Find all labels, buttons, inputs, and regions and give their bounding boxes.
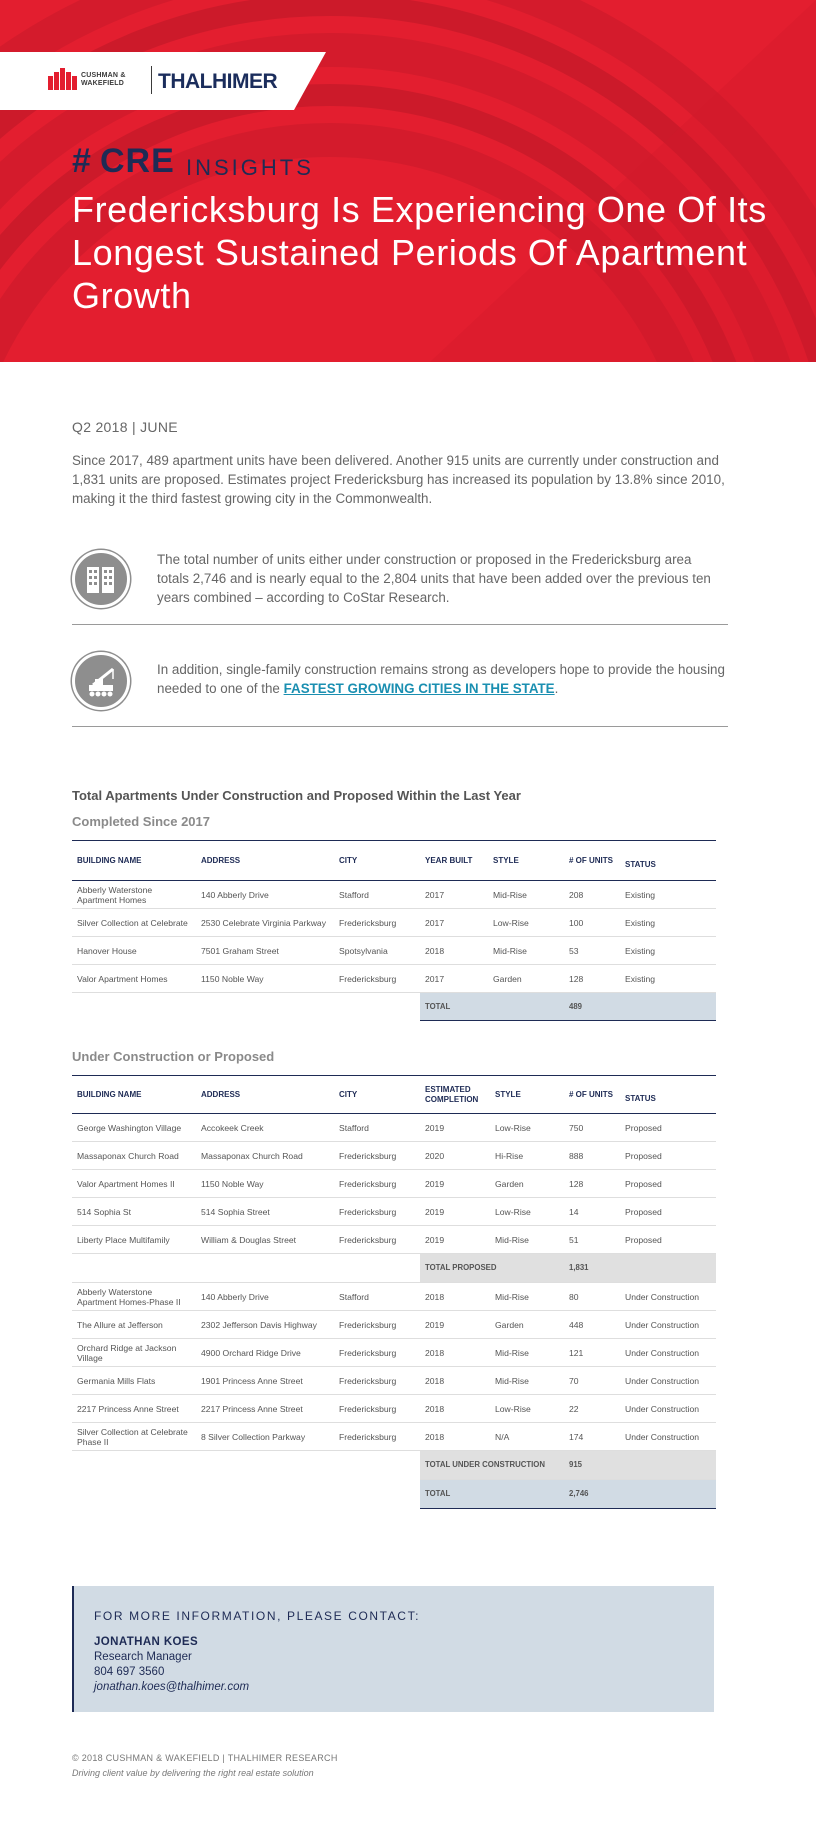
feature-single-family bbox=[72, 652, 728, 716]
cell-address: 1150 Noble Way bbox=[196, 1170, 334, 1198]
cell-city: Stafford bbox=[334, 1114, 420, 1142]
cell-units: 448 bbox=[564, 1311, 620, 1339]
cell-units: 128 bbox=[564, 965, 620, 993]
cell-year: 2018 bbox=[420, 1395, 490, 1423]
cell-status: Under Construction bbox=[620, 1311, 716, 1339]
cell-address: 140 Abberly Drive bbox=[196, 881, 334, 909]
cell-year: 2019 bbox=[420, 1170, 490, 1198]
cell-building-name: George Washington Village bbox=[72, 1114, 196, 1142]
cell-style: Garden bbox=[490, 1170, 564, 1198]
cell-address: 1150 Noble Way bbox=[196, 965, 334, 993]
table-row bbox=[72, 1114, 716, 1142]
cell-status: Proposed bbox=[620, 1114, 716, 1142]
cell-units: 121 bbox=[564, 1339, 620, 1367]
cell-style: Low-Rise bbox=[488, 909, 564, 937]
feature-single-family-text: In addition, single-family construction remains strong as developers hope to provide the housing needed to one of the FASTEST GROWING CITIES IN THE STATE. bbox=[157, 662, 725, 696]
cell-style: Mid-Rise bbox=[490, 1226, 564, 1254]
cell-city: Fredericksburg bbox=[334, 1198, 420, 1226]
col-style: STYLE bbox=[495, 1089, 521, 1099]
table-row bbox=[72, 1339, 716, 1367]
cell-address: 8 Silver Collection Parkway bbox=[196, 1423, 334, 1451]
cell-units: 51 bbox=[564, 1226, 620, 1254]
cell-units: 100 bbox=[564, 909, 620, 937]
cell-style: Mid-Rise bbox=[490, 1339, 564, 1367]
total-uc-row bbox=[72, 1451, 716, 1480]
cell-building-name: Silver Collection at Celebrate Phase II bbox=[72, 1423, 196, 1451]
total-proposed-row bbox=[72, 1254, 716, 1283]
intro-paragraph: Since 2017, 489 apartment units have been delivered. Another 915 units are currently under construction and 1,831 units are proposed. Estimates project Fredericksburg has increased its population by 13.8% since 2010, making it the third fastest growing city in the Commonwealth. bbox=[72, 453, 725, 506]
cell-status: Existing bbox=[620, 965, 716, 993]
cell-year: 2020 bbox=[420, 1142, 490, 1170]
cell-address: Massaponax Church Road bbox=[196, 1142, 334, 1170]
cre-insights-word: INSIGHTS bbox=[186, 155, 314, 180]
cell-building-name: Hanover House bbox=[72, 937, 196, 965]
table-row bbox=[72, 1226, 716, 1254]
total-proposed-label: TOTAL PROPOSED bbox=[420, 1254, 564, 1283]
contact-name: JONATHAN KOES bbox=[94, 1636, 199, 1648]
cell-units: 14 bbox=[564, 1198, 620, 1226]
cell-style: Hi-Rise bbox=[490, 1142, 564, 1170]
cell-building-name: Abberly Waterstone Apartment Homes-Phase II bbox=[72, 1283, 196, 1311]
cell-style: Low-Rise bbox=[490, 1114, 564, 1142]
cell-address: 2217 Princess Anne Street bbox=[196, 1395, 334, 1423]
cell-status: Existing bbox=[620, 881, 716, 909]
cell-style: N/A bbox=[490, 1423, 564, 1451]
crane-icon bbox=[72, 652, 130, 710]
contact-box bbox=[72, 1586, 714, 1712]
buildings-icon bbox=[72, 550, 130, 608]
cell-units: 208 bbox=[564, 881, 620, 909]
cell-address: 7501 Graham Street bbox=[196, 937, 334, 965]
cell-building-name: Valor Apartment Homes II bbox=[72, 1170, 196, 1198]
cell-city: Fredericksburg bbox=[334, 1311, 420, 1339]
contact-heading: FOR MORE INFORMATION, PLEASE CONTACT: bbox=[94, 1609, 421, 1623]
table-row bbox=[72, 881, 716, 909]
cell-building-name: 514 Sophia St bbox=[72, 1198, 196, 1226]
contact-phone[interactable]: 804 697 3560 bbox=[94, 1666, 165, 1678]
col-city: CITY bbox=[339, 855, 358, 865]
hero-banner bbox=[0, 0, 816, 362]
table-row bbox=[72, 1395, 716, 1423]
table-row bbox=[72, 1170, 716, 1198]
pipeline-title: Under Construction or Proposed bbox=[72, 1049, 275, 1064]
cell-units: 53 bbox=[564, 937, 620, 965]
cell-building-name: Abberly Waterstone Apartment Homes bbox=[72, 881, 196, 909]
grand-total-row bbox=[72, 1480, 716, 1509]
cell-style: Mid-Rise bbox=[490, 1367, 564, 1395]
cell-units: 22 bbox=[564, 1395, 620, 1423]
cell-city: Spotsylvania bbox=[334, 937, 420, 965]
feature-units-total bbox=[72, 548, 728, 612]
cell-address: 1901 Princess Anne Street bbox=[196, 1367, 334, 1395]
table-row bbox=[72, 1198, 716, 1226]
col-building: BUILDING NAME bbox=[77, 1089, 142, 1099]
cell-address: Accokeek Creek bbox=[196, 1114, 334, 1142]
cell-units: 80 bbox=[564, 1283, 620, 1311]
cell-city: Fredericksburg bbox=[334, 1170, 420, 1198]
total-proposed-value: 1,831 bbox=[564, 1254, 620, 1283]
cell-year: 2018 bbox=[420, 937, 488, 965]
cell-style: Mid-Rise bbox=[490, 1283, 564, 1311]
fastest-growing-link[interactable]: FASTEST GROWING CITIES IN THE STATE bbox=[283, 681, 555, 696]
total-value: 489 bbox=[564, 993, 620, 1021]
cell-city: Fredericksburg bbox=[334, 909, 420, 937]
cell-address: 2302 Jefferson Davis Highway bbox=[196, 1311, 334, 1339]
cell-city: Fredericksburg bbox=[334, 1423, 420, 1451]
cell-style: Low-Rise bbox=[490, 1198, 564, 1226]
grand-total-value: 2,746 bbox=[564, 1480, 620, 1509]
cell-city: Fredericksburg bbox=[334, 1367, 420, 1395]
col-address: ADDRESS bbox=[201, 1089, 241, 1099]
cell-building-name: Liberty Place Multifamily bbox=[72, 1226, 196, 1254]
cell-year: 2017 bbox=[420, 881, 488, 909]
completed-total-row bbox=[72, 993, 716, 1021]
cushman-logo-icon bbox=[48, 68, 78, 90]
col-building: BUILDING NAME bbox=[77, 855, 142, 865]
cell-year: 2019 bbox=[420, 1226, 490, 1254]
cell-year: 2017 bbox=[420, 965, 488, 993]
cell-address: 2530 Celebrate Virginia Parkway bbox=[196, 909, 334, 937]
report-date: Q2 2018 | JUNE bbox=[72, 419, 178, 435]
col-style: STYLE bbox=[493, 855, 519, 865]
cell-address: 140 Abberly Drive bbox=[196, 1283, 334, 1311]
cell-building-name: 2217 Princess Anne Street bbox=[72, 1395, 196, 1423]
grand-total-label: TOTAL bbox=[420, 1480, 564, 1509]
total-label: TOTAL bbox=[420, 993, 564, 1021]
col-status: STATUS bbox=[625, 1093, 656, 1103]
cell-building-name: Valor Apartment Homes bbox=[72, 965, 196, 993]
page-title: Fredericksburg Is Experiencing One Of Its Longest Sustained Periods Of Apartment Growth bbox=[72, 189, 767, 316]
table-row bbox=[72, 965, 716, 993]
cell-building-name: Massaponax Church Road bbox=[72, 1142, 196, 1170]
total-uc-value: 915 bbox=[564, 1451, 620, 1480]
brand-thalhimer: THALHIMER bbox=[158, 70, 278, 93]
cell-status: Proposed bbox=[620, 1170, 716, 1198]
col-completion: ESTIMATED COMPLETION bbox=[425, 1084, 479, 1104]
cell-city: Fredericksburg bbox=[334, 965, 420, 993]
completed-rows bbox=[72, 881, 716, 993]
cell-year: 2018 bbox=[420, 1339, 490, 1367]
cell-city: Fredericksburg bbox=[334, 1339, 420, 1367]
col-city: CITY bbox=[339, 1089, 358, 1099]
footer-tagline: Driving client value by delivering the right real estate solution bbox=[72, 1768, 314, 1778]
cell-year: 2019 bbox=[420, 1311, 490, 1339]
cell-city: Fredericksburg bbox=[334, 1395, 420, 1423]
cell-status: Existing bbox=[620, 937, 716, 965]
cell-status: Under Construction bbox=[620, 1367, 716, 1395]
cre-word: CRE bbox=[100, 142, 175, 180]
cell-style: Mid-Rise bbox=[488, 937, 564, 965]
cell-style: Low-Rise bbox=[490, 1395, 564, 1423]
contact-role: Research Manager bbox=[94, 1651, 192, 1663]
cell-status: Existing bbox=[620, 909, 716, 937]
total-uc-label: TOTAL UNDER CONSTRUCTION bbox=[420, 1451, 564, 1480]
footer-copyright: © 2018 CUSHMAN & WAKEFIELD | THALHIMER RESEARCH bbox=[72, 1753, 338, 1763]
cell-city: Stafford bbox=[334, 1283, 420, 1311]
cell-year: 2018 bbox=[420, 1423, 490, 1451]
cell-status: Proposed bbox=[620, 1226, 716, 1254]
cell-address: 4900 Orchard Ridge Drive bbox=[196, 1339, 334, 1367]
pipeline-table bbox=[72, 1075, 716, 1509]
table-row bbox=[72, 1283, 716, 1311]
cell-status: Under Construction bbox=[620, 1339, 716, 1367]
cell-building-name: Silver Collection at Celebrate bbox=[72, 909, 196, 937]
proposed-rows bbox=[72, 1114, 716, 1254]
brand-cushman-wakefield: CUSHMAN & WAKEFIELD bbox=[81, 72, 126, 87]
col-status: STATUS bbox=[625, 859, 656, 869]
logo-divider bbox=[151, 66, 152, 94]
cell-status: Proposed bbox=[620, 1198, 716, 1226]
cell-units: 750 bbox=[564, 1114, 620, 1142]
tables-section-title: Total Apartments Under Construction and Proposed Within the Last Year bbox=[72, 788, 521, 803]
cell-status: Under Construction bbox=[620, 1423, 716, 1451]
divider bbox=[72, 726, 728, 727]
divider bbox=[72, 624, 728, 625]
cell-building-name: Germania Mills Flats bbox=[72, 1367, 196, 1395]
cell-city: Stafford bbox=[334, 881, 420, 909]
cell-address: William & Douglas Street bbox=[196, 1226, 334, 1254]
cell-building-name: Orchard Ridge at Jackson Village bbox=[72, 1339, 196, 1367]
table-row bbox=[72, 937, 716, 965]
construction-rows bbox=[72, 1283, 716, 1451]
col-units: # OF UNITS bbox=[569, 855, 614, 865]
table-row bbox=[72, 1367, 716, 1395]
contact-email[interactable]: jonathan.koes@thalhimer.com bbox=[94, 1681, 250, 1693]
cell-city: Fredericksburg bbox=[334, 1142, 420, 1170]
cell-units: 70 bbox=[564, 1367, 620, 1395]
cell-style: Mid-Rise bbox=[488, 881, 564, 909]
cell-units: 174 bbox=[564, 1423, 620, 1451]
cell-style: Garden bbox=[490, 1311, 564, 1339]
cell-year: 2018 bbox=[420, 1283, 490, 1311]
cell-style: Garden bbox=[488, 965, 564, 993]
col-units: # OF UNITS bbox=[569, 1089, 614, 1099]
cell-units: 888 bbox=[564, 1142, 620, 1170]
cell-units: 128 bbox=[564, 1170, 620, 1198]
table-row bbox=[72, 1423, 716, 1451]
table-row bbox=[72, 909, 716, 937]
cell-city: Fredericksburg bbox=[334, 1226, 420, 1254]
table-row bbox=[72, 1311, 716, 1339]
cell-status: Under Construction bbox=[620, 1283, 716, 1311]
cell-address: 514 Sophia Street bbox=[196, 1198, 334, 1226]
table-row bbox=[72, 1142, 716, 1170]
cell-year: 2018 bbox=[420, 1367, 490, 1395]
completed-title: Completed Since 2017 bbox=[72, 814, 210, 829]
cre-hash: # bbox=[72, 142, 91, 180]
completed-table bbox=[72, 840, 716, 1021]
col-year: YEAR BUILT bbox=[425, 855, 473, 865]
col-address: ADDRESS bbox=[201, 855, 241, 865]
cell-status: Under Construction bbox=[620, 1395, 716, 1423]
cell-status: Proposed bbox=[620, 1142, 716, 1170]
feature-units-text: The total number of units either under construction or proposed in the Fredericksburg area totals 2,746 and is nearly equal to the 2,804 units that have been added over the previous ten years combined – according to CoStar Research. bbox=[157, 552, 711, 605]
cell-year: 2019 bbox=[420, 1198, 490, 1226]
cell-year: 2017 bbox=[420, 909, 488, 937]
cell-year: 2019 bbox=[420, 1114, 490, 1142]
cell-building-name: The Allure at Jefferson bbox=[72, 1311, 196, 1339]
